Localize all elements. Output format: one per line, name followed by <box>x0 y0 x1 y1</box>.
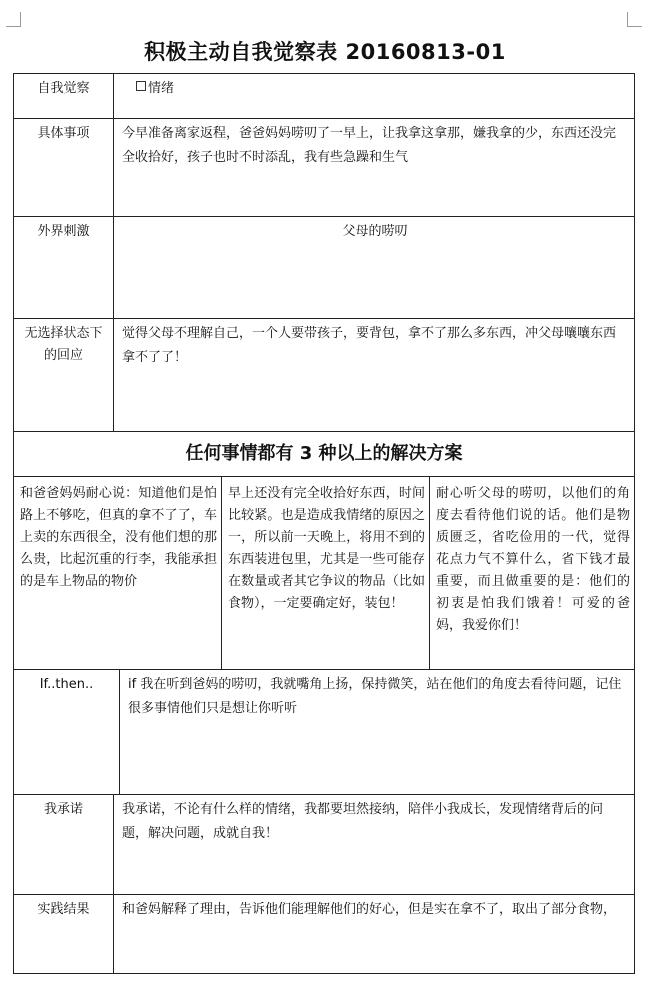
awareness-form-table <box>13 73 635 974</box>
solution-option-3: 耐心听父母的唠叨，以他们的角度去看待他们说的话。他们是物质匮乏，省吃俭用的一代，觉得花点力气不算什么，省下钱才最重要，而且做重要的是：他们的初衷是怕我们饿着！可爱的爸妈，我爱你们！ <box>429 477 634 669</box>
page-corner-mark-left <box>6 12 21 27</box>
row-if-then <box>14 670 634 795</box>
row-label: 我承诺 <box>14 795 114 894</box>
row-label: 外界刺激 <box>14 217 114 318</box>
solutions-row <box>14 477 634 670</box>
row-value: 我承诺，不论有什么样的情绪，我都要坦然接纳，陪伴小我成长，发现情绪背后的问题，解决问题，成就自我！ <box>122 802 604 841</box>
row-unchosen-response <box>14 319 634 432</box>
row-value: 和爸妈解释了理由，告诉他们能理解他们的好心，但是实在拿不了，取出了部分食物， <box>122 902 617 917</box>
solutions-heading: 任何事情都有 3 种以上的解决方案 <box>185 443 463 464</box>
row-label: 自我觉察 <box>14 74 114 118</box>
row-label: 具体事项 <box>14 119 114 216</box>
row-value: 觉得父母不理解自己，一个人要带孩子，要背包，拿不了那么多东西，冲父母嚷嚷东西拿不了了！ <box>122 326 617 365</box>
row-value <box>114 74 634 118</box>
row-label: 实践结果 <box>14 895 114 973</box>
page-title: 积极主动自我觉察表 20160813-01 <box>144 40 506 64</box>
row-label: If..then.. <box>14 670 120 794</box>
row-label: 无选择状态下的回应 <box>14 319 114 431</box>
row-self-awareness <box>14 74 634 119</box>
row-practice-result <box>14 895 634 973</box>
row-commitment <box>14 795 634 895</box>
row-value: if 我在听到爸妈的唠叨，我就嘴角上扬，保持微笑，站在他们的角度去看待问题，记住很多事情他们只是想让你听听 <box>128 677 622 716</box>
checkbox-icon <box>136 81 146 91</box>
solution-option-2: 早上还没有完全收拾好东西，时间比较紧。也是造成我情绪的原因之一，所以前一天晚上，将用不到的东西装进包里，尤其是一些可能存在数量或者其它争议的物品（比如食物），一定要确定好，装包！ <box>221 477 429 669</box>
row-external-stimulus <box>14 217 634 319</box>
row-value: 今早准备离家返程，爸爸妈妈唠叨了一早上，让我拿这拿那，嫌我拿的少，东西还没完全收拾好，孩子也时不时添乱，我有些急躁和生气 <box>122 126 617 165</box>
row-specific-matter <box>14 119 634 217</box>
solution-option-1: 和爸爸妈妈耐心说：知道他们是怕路上不够吃，但真的拿不了了，车上卖的东西很全，没有他们想的那么贵，比起沉重的行李，我能承担的是车上物品的物价 <box>20 486 217 589</box>
row-value: 父母的唠叨 <box>342 224 408 239</box>
emotion-option-label: 情绪 <box>148 81 175 96</box>
page-corner-mark-right <box>627 12 642 27</box>
solutions-heading-row <box>14 432 634 477</box>
